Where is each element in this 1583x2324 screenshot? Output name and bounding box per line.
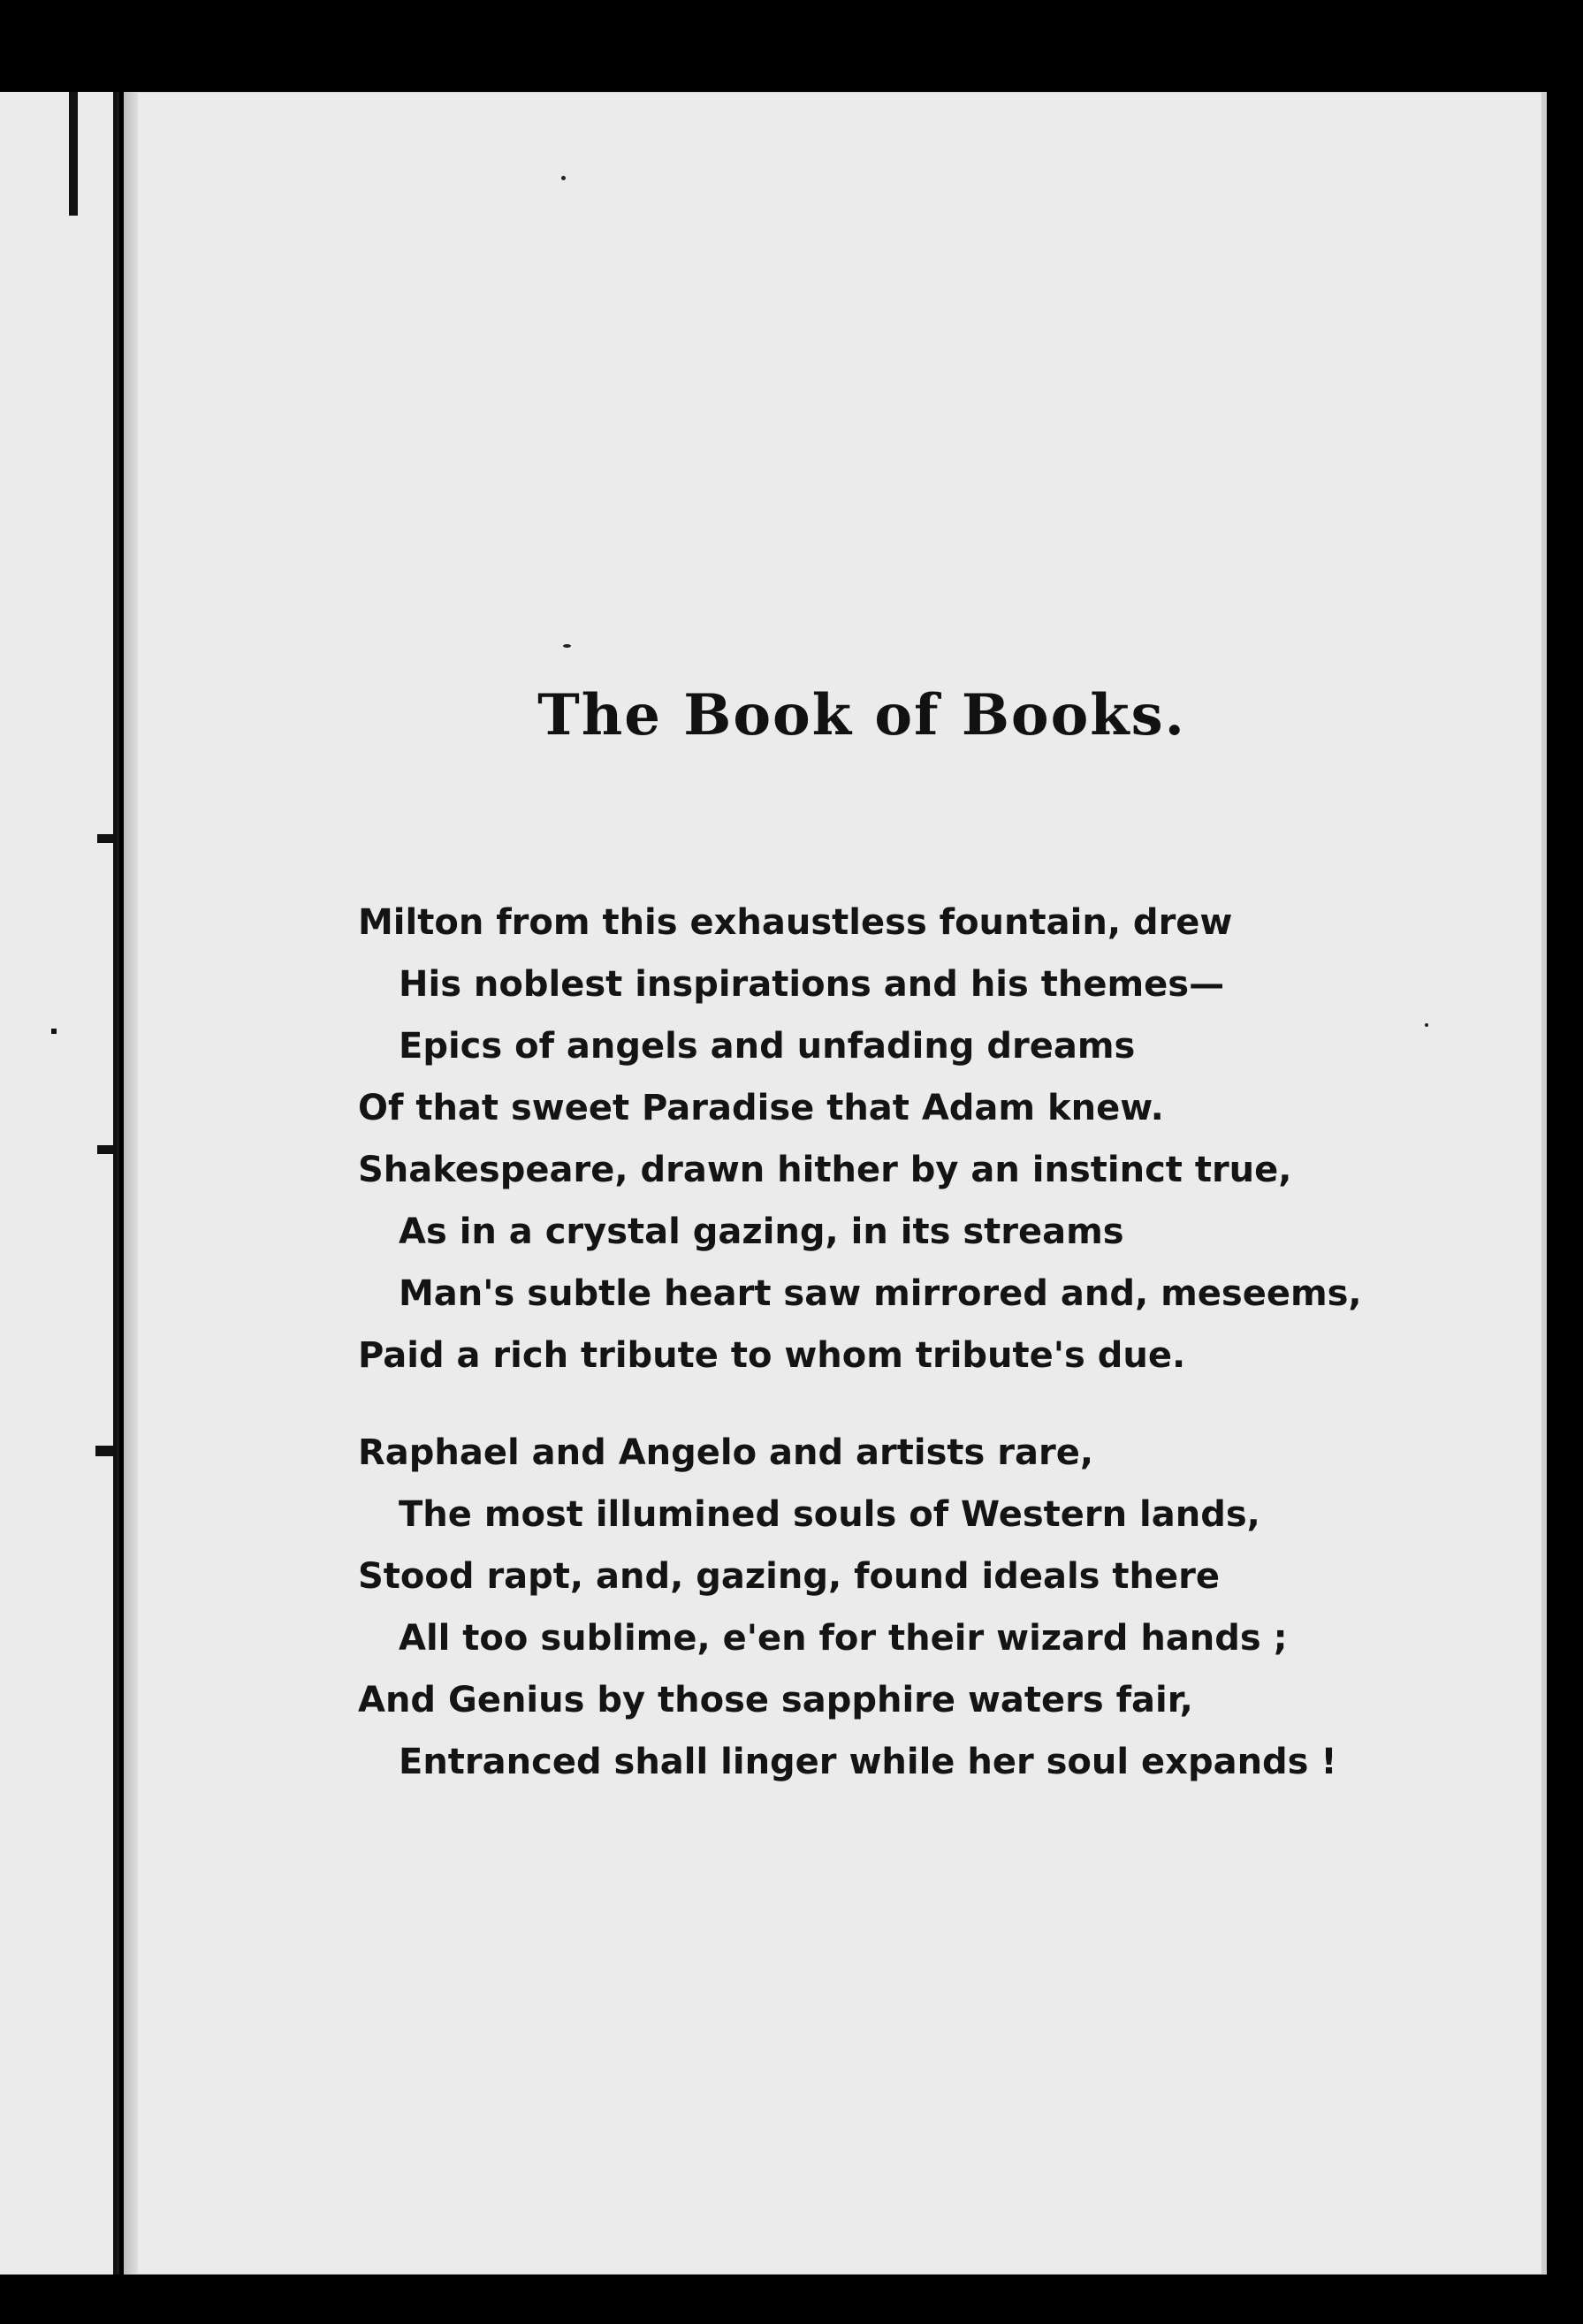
binding-mark (95, 1446, 117, 1456)
binding-shadow (69, 92, 78, 216)
poem-line: Milton from this exhaustless fountain, drew (358, 902, 1233, 943)
page-binding-edge (124, 92, 138, 2275)
paper-speck (563, 644, 571, 648)
poem-line: All too sublime, e'en for their wizard hands ; (399, 1618, 1288, 1659)
poem-stanza (358, 1422, 1419, 1793)
poem-stanza (358, 892, 1419, 1386)
poem-line: Shakespeare, drawn hither by an instinct true, (358, 1150, 1292, 1190)
book-page (124, 92, 1547, 2275)
poem-line: Raphael and Angelo and artists rare, (358, 1432, 1094, 1473)
poem-line: Entranced shall linger while her soul expands ! (399, 1742, 1337, 1782)
page-right-edge (1541, 92, 1547, 2275)
page-gutter-line (113, 92, 117, 2275)
paper-speck (561, 176, 566, 180)
poem-line: Stood rapt, and, gazing, found ideals there (358, 1556, 1220, 1597)
previous-page-edge (0, 92, 119, 2275)
poem-line: The most illumined souls of Western lands, (399, 1494, 1260, 1535)
poem-line: Epics of angels and unfading dreams (399, 1026, 1136, 1067)
poem-line: His noblest inspirations and his themes— (399, 964, 1225, 1005)
poem-line: Of that sweet Paradise that Adam knew. (358, 1088, 1164, 1128)
poem-title: The Book of Books. (537, 682, 1186, 748)
poem-line: And Genius by those sapphire waters fair, (358, 1680, 1193, 1720)
binding-mark (97, 834, 117, 843)
stanza-break (358, 1386, 1419, 1422)
binding-mark (97, 1145, 117, 1154)
poem-line: As in a crystal gazing, in its streams (399, 1211, 1124, 1252)
poem-body (358, 892, 1419, 1793)
poem-line: Paid a rich tribute to whom tribute's due. (358, 1335, 1186, 1376)
poem-line: Man's subtle heart saw mirrored and, meseems, (399, 1273, 1362, 1314)
paper-speck (1425, 1023, 1428, 1027)
paper-speck (51, 1029, 57, 1034)
